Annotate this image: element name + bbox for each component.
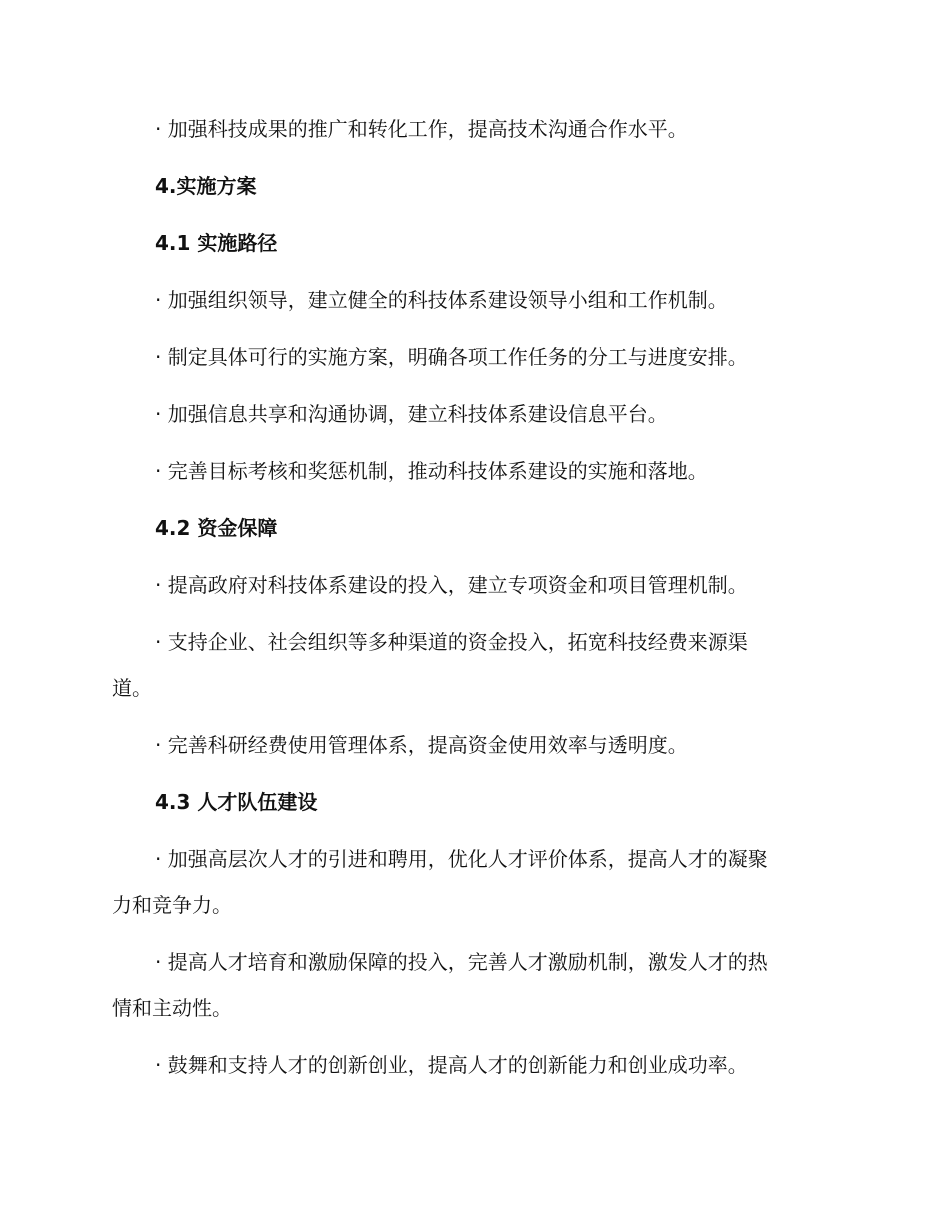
subsection-heading: 4.1 实施路径 xyxy=(155,231,278,255)
bullet-item: · 鼓舞和支持人才的创新创业，提高人才的创新能力和创业成功率。 xyxy=(155,1053,748,1077)
bullet-item: · 完善科研经费使用管理体系，提高资金使用效率与透明度。 xyxy=(155,733,688,757)
bullet-item-continuation: 情和主动性。 xyxy=(112,996,232,1020)
bullet-item: · 加强信息共享和沟通协调，建立科技体系建设信息平台。 xyxy=(155,402,668,426)
bullet-item: · 制定具体可行的实施方案，明确各项工作任务的分工与进度安排。 xyxy=(155,345,748,369)
bullet-item: · 加强组织领导，建立健全的科技体系建设领导小组和工作机制。 xyxy=(155,288,728,312)
section-heading: 4.实施方案 xyxy=(155,174,257,198)
subsection-heading: 4.2 资金保障 xyxy=(155,516,278,540)
bullet-item: · 提高人才培育和激励保障的投入，完善人才激励机制，激发人才的热 xyxy=(155,950,768,974)
subsection-heading: 4.3 人才队伍建设 xyxy=(155,790,318,814)
bullet-item: · 完善目标考核和奖惩机制，推动科技体系建设的实施和落地。 xyxy=(155,459,708,483)
bullet-item-continuation: 力和竞争力。 xyxy=(112,893,232,917)
bullet-item: · 加强高层次人才的引进和聘用，优化人才评价体系，提高人才的凝聚 xyxy=(155,847,768,871)
bullet-item: · 提高政府对科技体系建设的投入，建立专项资金和项目管理机制。 xyxy=(155,573,748,597)
bullet-item-continuation: 道。 xyxy=(112,676,152,700)
bullet-item: · 加强科技成果的推广和转化工作，提高技术沟通合作水平。 xyxy=(155,117,688,141)
bullet-item: · 支持企业、社会组织等多种渠道的资金投入，拓宽科技经费来源渠 xyxy=(155,630,748,654)
